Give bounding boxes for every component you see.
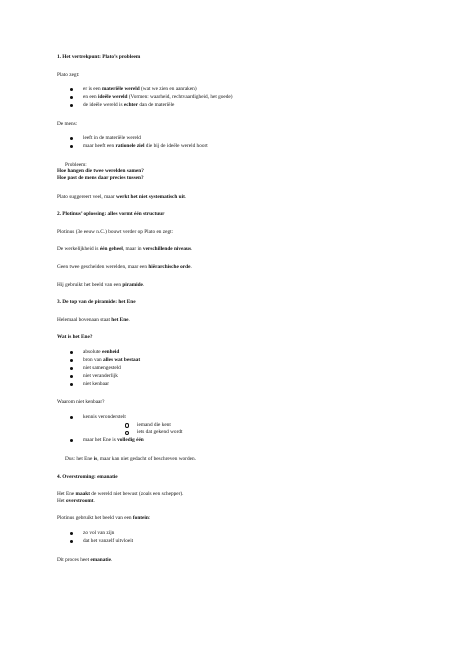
text-run: . (110, 556, 113, 563)
bold-text: emanatie (90, 556, 111, 563)
section-heading: 1. Het vertrekpunt: Plato’s probleem (57, 54, 141, 60)
bullet-list (83, 422, 427, 437)
document-page (57, 54, 427, 574)
text-run: Plato zegt: (57, 71, 80, 78)
list-item (83, 422, 427, 429)
list-item (57, 349, 427, 356)
text-run: Het (57, 497, 66, 504)
list-item (57, 530, 427, 537)
text-run: : (148, 515, 151, 522)
paragraph (57, 515, 427, 522)
list-item (57, 135, 427, 142)
bold-text: rationele ziel (115, 143, 145, 150)
text-run: Dus: het Ene (65, 455, 94, 462)
list-item (57, 437, 427, 444)
bold-text: echter (123, 102, 139, 109)
text-run: kennis veronderstelt (83, 413, 126, 420)
text-run: maar het Ene is (83, 437, 118, 444)
text-run: niet samengesteld (83, 364, 121, 371)
text-run: . (191, 246, 193, 253)
text-run: bron van (83, 356, 104, 363)
bullet-list (57, 530, 427, 545)
bold-text: het Ene (111, 316, 129, 323)
text-run: Helemaal bovenaan staat (57, 316, 112, 323)
text-run: niet veranderlijk (83, 372, 118, 379)
section-heading: 2. Plotinus’ oplossing: alles vormt één structuur (57, 211, 165, 218)
bullet-list (57, 349, 427, 387)
text-run: , maar kan niet gedacht of beschreven worden. (97, 455, 196, 462)
paragraph (57, 557, 427, 564)
bold-text: verschillende niveaus (142, 246, 192, 253)
text-run: Waarom niet kenbaar? (57, 399, 105, 406)
bullet-list (57, 135, 427, 150)
text-run: De mens: (57, 120, 78, 127)
text-run: Geen twee gescheiden werelden, maar een (57, 264, 149, 271)
problem-block (57, 162, 427, 182)
problem-label: Probleem: (65, 161, 87, 168)
bold-text: fontein (132, 515, 149, 522)
paragraph (57, 246, 427, 253)
text-run: dat het vanzelf uitvloeit (83, 537, 134, 544)
section-heading: Wat is het Ene? (57, 334, 93, 341)
bold-text: hiërarchische orde (148, 264, 191, 271)
list-item (57, 94, 427, 101)
text-run: en een (83, 94, 98, 101)
text-run: (wat we zien en aanraken) (139, 86, 197, 93)
bold-text: materiële wereld (101, 86, 140, 93)
paragraph (57, 194, 427, 201)
bold-text: maakt (75, 491, 90, 498)
text-run: Dit proces heet (57, 556, 91, 563)
bold-text: piramide (122, 281, 143, 288)
text-run: de ideële wereld is (83, 102, 124, 109)
text-run: . (93, 497, 95, 504)
list-item (57, 143, 427, 150)
list-item (57, 357, 427, 364)
list-item (57, 538, 427, 545)
text-run: iemand die kent (137, 421, 171, 428)
paragraph (57, 229, 427, 236)
list-item (57, 102, 427, 109)
bold-text: één geheel (99, 246, 123, 253)
text-run: , maar in (122, 246, 143, 253)
section-heading: 3. De top van de piramide: het Ene (57, 299, 136, 306)
bold-text: volledig één (117, 437, 144, 444)
text-run: niet kenbaar (83, 380, 110, 387)
bold-text: is (93, 455, 98, 462)
paragraph (57, 264, 427, 271)
bold-text: werkt het niet systematisch uit (115, 193, 185, 200)
list-item (57, 365, 427, 372)
text-run: maar heeft een (83, 143, 116, 150)
paragraph (57, 72, 427, 79)
text-run: (Vormen: waarheid, rechtvaardigheid, het goede) (127, 94, 233, 101)
problem-question: Hoe past de mens daar precies tussen? (57, 174, 144, 181)
paragraph (57, 491, 427, 504)
text-run: Het Ene (57, 491, 76, 498)
text-run: Plotinus gebruikt het beeld van een (57, 515, 133, 522)
text-run: zo vol van zijn (83, 530, 115, 536)
paragraph (57, 399, 427, 406)
text-run: . (142, 281, 145, 288)
bold-text: overstroomt (65, 497, 94, 504)
text-run: leeft in de materiële wereld (83, 135, 141, 142)
bullet-list (57, 86, 427, 108)
list-item (57, 373, 427, 380)
text-run: de wereld niet bewust (zoals een schepper). (89, 491, 184, 498)
paragraph (57, 121, 427, 128)
list-item (57, 414, 427, 436)
text-run: Plotinus (3e eeuw n.C.) bouwt verder op Plato en zegt: (57, 228, 174, 235)
paragraph (57, 456, 427, 463)
text-run: die bij de ideële wereld hoort (144, 143, 208, 150)
section-heading: 4. Overstroming: emanatie (57, 473, 118, 480)
text-run: absolute (83, 349, 102, 356)
paragraph (57, 317, 427, 324)
text-run: . (184, 193, 187, 200)
list-item (83, 429, 427, 436)
text-run: Plato suggereert veel, maar (57, 193, 116, 200)
text-run: Hij gebruikt het beeld van een (57, 281, 123, 288)
text-run: De werkelijkheid is (57, 246, 100, 253)
problem-question: Hoe hangen die twee werelden samen? (57, 168, 144, 175)
text-run: . (190, 264, 192, 271)
bullet-list (57, 414, 427, 444)
bold-text: ideële wereld (98, 94, 128, 101)
text-run: dan de materiële (138, 102, 175, 109)
text-run: iets dat gekend wordt (137, 429, 183, 436)
text-run: . (128, 316, 130, 323)
paragraph (57, 282, 427, 289)
bold-text: eenheid (101, 349, 120, 356)
list-item (57, 381, 427, 388)
text-run: er is een (83, 86, 102, 93)
bold-text: alles wat bestaat (103, 356, 141, 363)
list-item (57, 86, 427, 93)
